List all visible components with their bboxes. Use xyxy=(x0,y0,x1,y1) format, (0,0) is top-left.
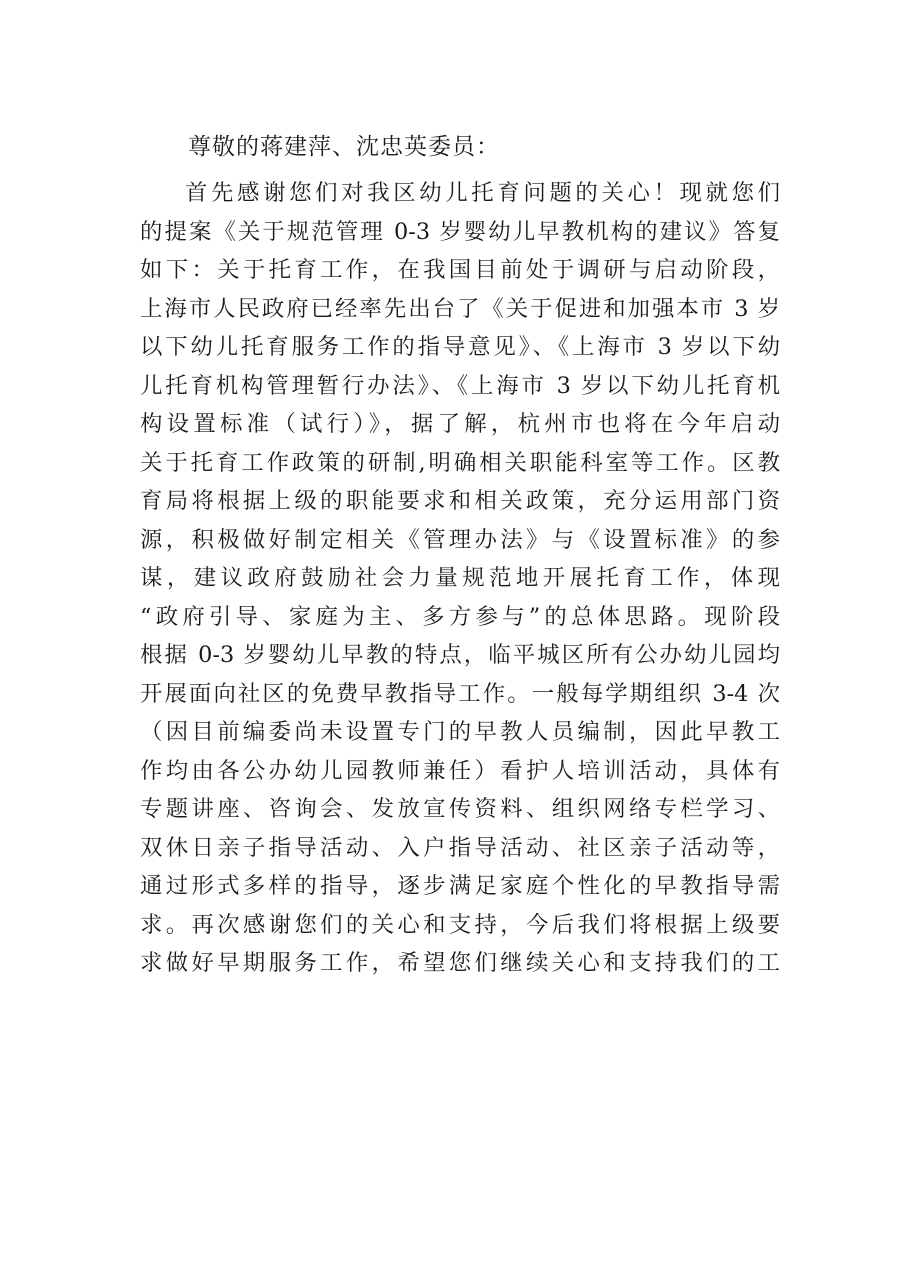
body-line: 儿托育机构管理暂行办法》、《上海市 3 岁以下幼儿托育机 xyxy=(140,372,780,399)
body-line: 根据 0-3 岁婴幼儿早教的特点，临平城区所有公办幼儿园均 xyxy=(140,642,780,668)
body-line: 育局将根据上级的职能要求和相关政策，充分运用部门资 xyxy=(140,488,780,514)
body-line: 的提案《关于规范管理 0-3 岁婴幼儿早教机构的建议》答复 xyxy=(140,218,780,245)
body-line: 上海市人民政府已经率先出台了《关于促进和加强本市 3 岁 xyxy=(140,295,780,322)
body-line: 作均由各公办幼儿园教师兼任）看护人培训活动，具体有 xyxy=(140,757,780,784)
body-line: （因目前编委尚未设置专门的早教人员编制，因此早教工 xyxy=(140,719,780,745)
body-line: 首先感谢您们对我区幼儿托育问题的关心！现就您们 xyxy=(185,180,780,206)
letter-body xyxy=(140,174,780,983)
body-line: 以下幼儿托育服务工作的指导意见》、《上海市 3 岁以下幼 xyxy=(140,334,780,360)
body-line: 双休日亲子指导活动、入户指导活动、社区亲子活动等， xyxy=(140,834,780,861)
body-line: “政府引导、家庭为主、多方参与”的总体思路。现阶段 xyxy=(140,603,780,630)
body-line: 源，积极做好制定相关《管理办法》与《设置标准》的参 xyxy=(140,526,780,553)
body-line: 构设置标准（试行）》，据了解，杭州市也将在今年启动 xyxy=(140,411,780,437)
body-line: 通过形式多样的指导，逐步满足家庭个性化的早教指导需 xyxy=(140,873,780,899)
body-line: 关于托育工作政策的研制,明确相关职能科室等工作。区教 xyxy=(140,449,780,476)
body-line: 专题讲座、咨询会、发放宣传资料、组织网络专栏学习、 xyxy=(140,796,780,822)
body-line: 开展面向社区的免费早教指导工作。一般每学期组织 3-4 次 xyxy=(140,680,780,707)
salutation: 尊敬的蒋建萍、沈忠英委员： xyxy=(188,134,500,160)
body-line: 求。再次感谢您们的关心和支持，今后我们将根据上级要 xyxy=(140,911,780,938)
body-line: 谋，建议政府鼓励社会力量规范地开展托育工作，体现 xyxy=(140,565,780,591)
body-line: 如下：关于托育工作，在我国目前处于调研与启动阶段， xyxy=(140,257,780,283)
body-line: 求做好早期服务工作，希望您们继续关心和支持我们的工 xyxy=(140,950,780,976)
